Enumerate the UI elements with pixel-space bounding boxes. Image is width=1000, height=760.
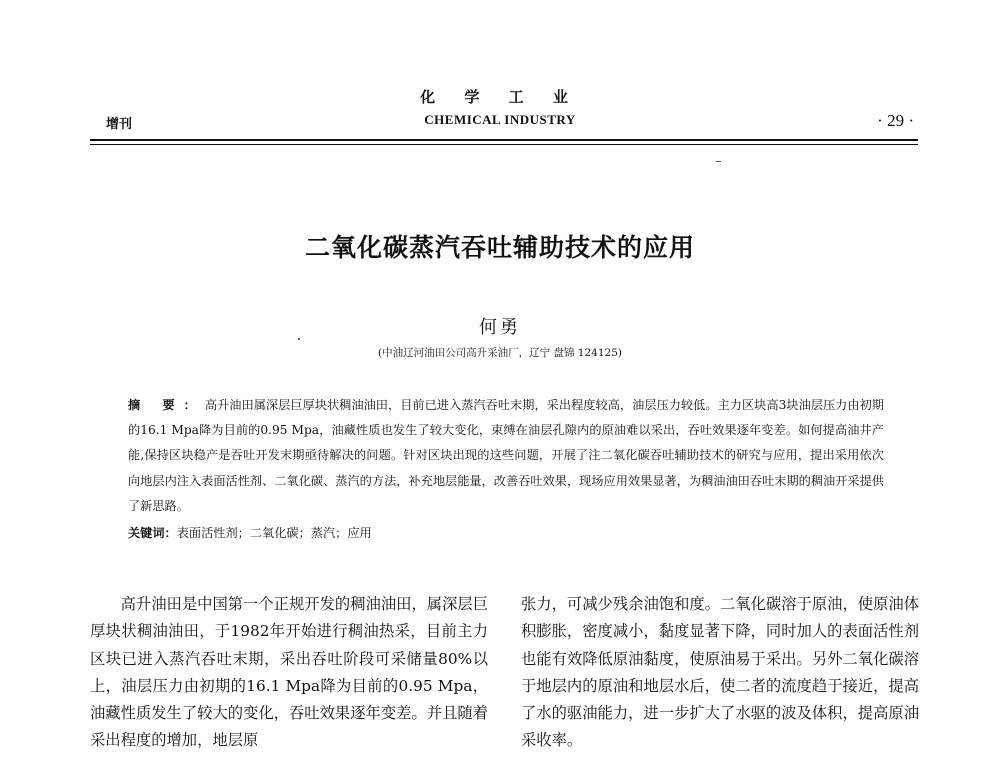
issue-label: 增刊	[106, 117, 133, 132]
journal-title-english: CHEMICAL INDUSTRY	[424, 112, 576, 127]
abstract-text: 高升油田属深层巨厚块状稠油油田，目前已进入蒸汽吞吐末期，采出程度较高，油层压力较低。主力区块高3块油层压力由初期的16.1 Mpa降为目前的0.95 Mpa，油藏性质也发生了较大变化，束缚在油层孔隙内的原油难以采出，吞吐效果逐年变差。如何提高油井产能,保持区块稳产是吞吐开发末期亟待解决的问题。针对区块出现的这些问题，开展了注二氧化碳吞吐辅助技术的研究与应用，提出采用依次向地层内注入表面活性剂、二氧化碳、蒸汽的方法，补充地层能量，改善吞吐效果，现场应用效果显著，为稠油油田吞吐末期的稠油开采提供了新思路。	[128, 398, 884, 513]
article-title: 二氧化碳蒸汽吞吐辅助技术的应用	[304, 233, 695, 262]
journal-title-chinese: 化 学 工 业	[420, 88, 580, 106]
body-column-left: 高升油田是中国第一个正规开发的稠油油田，属深层巨厚块状稠油油田，于1982年开始进行稠油热采，目前主力区块已进入蒸汽吞吐末期，采出吞吐阶段可采储量80%以上，油层压力由初期的16.1 Mpa降为目前的0.95 Mpa，油藏性质发生了较大的变化，吞吐效果逐年变差。并且随着采出程度的增加，地层原	[90, 595, 488, 750]
scan-speck	[716, 161, 721, 162]
header-rule-thick	[90, 139, 918, 141]
keywords	[128, 521, 884, 546]
author-affiliation: (中油辽河油田公司高升采油厂，辽宁 盘锦 124125)	[378, 347, 622, 359]
keywords-text: 表面活性剂；二氧化碳；蒸汽；应用	[176, 526, 372, 540]
abstract	[128, 393, 884, 519]
abstract-label: 摘 要：	[128, 398, 205, 412]
body-column-right: 张力，可减少残余油饱和度。二氧化碳溶于原油，使原油体积膨胀，密度减小，黏度显著下降，同时加人的表面活性剂也能有效降低原油黏度，使原油易于采出。另外二氧化碳溶于地层内的原油和地层水后，使二者的流度趋于接近，提高了水的驱油能力，进一步扩大了水驱的波及体积，提高原油采收率。	[521, 595, 919, 750]
article-author: 何勇	[479, 317, 521, 338]
page-number: · 29 ·	[877, 111, 914, 130]
header-rule-thin	[90, 144, 918, 145]
keywords-label: 关键词：	[128, 526, 177, 540]
